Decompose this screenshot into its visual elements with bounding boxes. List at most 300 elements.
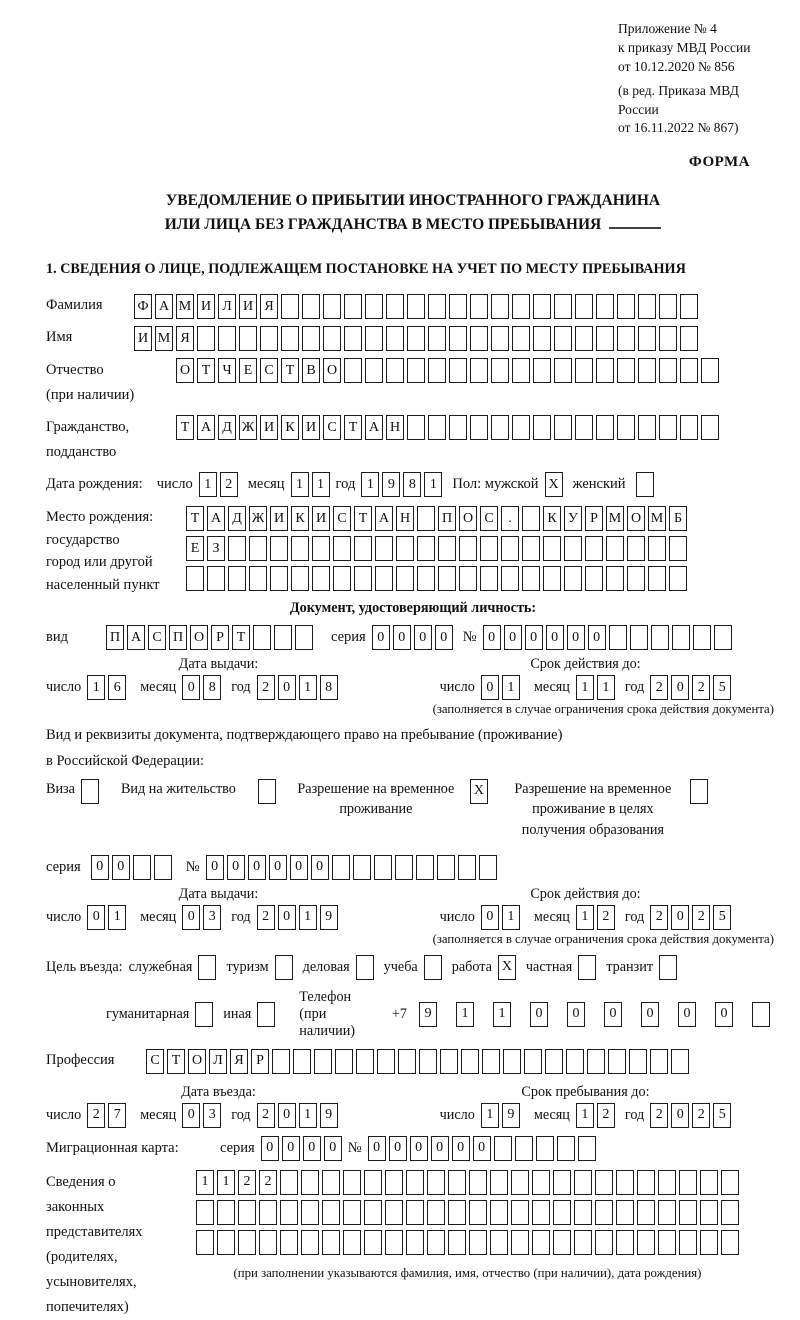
char-cell: 6 bbox=[108, 675, 126, 700]
char-cell bbox=[197, 326, 215, 351]
reps-label-line2: законных bbox=[46, 1198, 105, 1215]
char-cell bbox=[679, 1170, 697, 1195]
char-cell bbox=[659, 358, 677, 383]
birth-day-cells bbox=[199, 472, 238, 497]
char-cell bbox=[671, 1049, 689, 1074]
profession-cells bbox=[146, 1049, 689, 1074]
char-cell bbox=[596, 358, 614, 383]
char-cell bbox=[253, 625, 271, 650]
char-cell bbox=[638, 326, 656, 351]
char-cell: 2 bbox=[257, 905, 275, 930]
char-cell bbox=[470, 326, 488, 351]
char-cell: 0 bbox=[261, 1136, 279, 1161]
char-cell: 2 bbox=[238, 1170, 256, 1195]
char-cell bbox=[638, 294, 656, 319]
section1-heading: 1. СВЕДЕНИЯ О ЛИЦЕ, ПОДЛЕЖАЩЕМ ПОСТАНОВКЕ НА УЧЕТ ПО МЕСТУ ПРЕБЫВАНИЯ bbox=[46, 261, 686, 278]
char-cell bbox=[386, 326, 404, 351]
char-cell: 9 bbox=[320, 1103, 338, 1128]
birthplace-cells-row1 bbox=[186, 506, 687, 531]
birthplace-label-line4: населенный пункт bbox=[46, 576, 160, 593]
char-cell: Н bbox=[396, 506, 414, 531]
char-cell: 0 bbox=[671, 905, 689, 930]
char-cell: Т bbox=[232, 625, 250, 650]
char-cell: 0 bbox=[182, 675, 200, 700]
char-cell: Е bbox=[186, 536, 204, 561]
char-cell bbox=[659, 326, 677, 351]
res-issue-line bbox=[46, 905, 391, 930]
char-cell bbox=[669, 536, 687, 561]
appendix-line: Приложение № 4 bbox=[618, 21, 717, 36]
birthplace-cells-block bbox=[186, 506, 687, 591]
res-issue-month-label: месяц bbox=[140, 908, 177, 925]
char-cell bbox=[637, 1200, 655, 1225]
firstname-label: Имя bbox=[46, 329, 73, 346]
char-cell bbox=[427, 1230, 445, 1255]
char-cell bbox=[272, 1049, 290, 1074]
title-blank-underline bbox=[609, 213, 661, 229]
birthplace-label-line3: город или другой bbox=[46, 554, 153, 571]
entry-date-col bbox=[46, 1084, 391, 1128]
char-cell bbox=[669, 566, 687, 591]
char-cell bbox=[522, 536, 540, 561]
res-issue-day-cells bbox=[87, 905, 126, 930]
char-cell bbox=[416, 855, 434, 880]
stay-day-cells bbox=[481, 1103, 520, 1128]
char-cell bbox=[440, 1049, 458, 1074]
char-cell bbox=[217, 1200, 235, 1225]
purpose-official-label: служебная bbox=[128, 958, 193, 975]
migcard-number-label: № bbox=[347, 1139, 362, 1156]
res-number-label: № bbox=[185, 858, 200, 875]
char-cell bbox=[543, 536, 561, 561]
birthplace-row bbox=[46, 506, 780, 596]
char-cell bbox=[648, 566, 666, 591]
char-cell bbox=[448, 1200, 466, 1225]
representatives-note: (при заполнении указываются фамилия, имя, отчество (при наличии), дата рождения) bbox=[233, 1265, 702, 1280]
char-cell bbox=[343, 1170, 361, 1195]
char-cell bbox=[543, 566, 561, 591]
reps-label-line5: усыновителях, bbox=[46, 1273, 137, 1290]
char-cell bbox=[490, 1230, 508, 1255]
char-cell bbox=[228, 536, 246, 561]
char-cell bbox=[417, 536, 435, 561]
char-cell bbox=[617, 415, 635, 440]
residence-permit-checkbox bbox=[258, 779, 276, 804]
res-series-cells bbox=[91, 855, 172, 880]
char-cell bbox=[364, 1230, 382, 1255]
char-cell: П bbox=[169, 625, 187, 650]
char-cell: 0 bbox=[525, 625, 543, 650]
char-cell: 0 bbox=[182, 1103, 200, 1128]
char-cell bbox=[427, 1170, 445, 1195]
char-cell: 2 bbox=[257, 1103, 275, 1128]
char-cell bbox=[627, 566, 645, 591]
char-cell: 3 bbox=[203, 1103, 221, 1128]
char-cell: Т bbox=[354, 506, 372, 531]
char-cell bbox=[270, 566, 288, 591]
char-cell: 0 bbox=[504, 625, 522, 650]
char-cell bbox=[491, 358, 509, 383]
forma-label: ФОРМА bbox=[688, 154, 750, 171]
doc-expiry-year-cells bbox=[650, 675, 731, 700]
char-cell: 0 bbox=[604, 1002, 622, 1027]
char-cell: 1 bbox=[87, 675, 105, 700]
char-cell bbox=[585, 536, 603, 561]
char-cell bbox=[701, 358, 719, 383]
char-cell bbox=[295, 625, 313, 650]
char-cell bbox=[417, 566, 435, 591]
char-cell bbox=[533, 294, 551, 319]
char-cell bbox=[701, 415, 719, 440]
char-cell bbox=[491, 326, 509, 351]
entry-purpose-row bbox=[46, 955, 780, 980]
surname-row bbox=[46, 294, 780, 319]
birthplace-label-line2: государство bbox=[46, 531, 120, 548]
char-cell: Р bbox=[211, 625, 229, 650]
entry-date-line bbox=[46, 1103, 391, 1128]
char-cell: 0 bbox=[269, 855, 287, 880]
birth-month-label: месяц bbox=[247, 476, 285, 493]
char-cell: Н bbox=[386, 415, 404, 440]
char-cell bbox=[651, 625, 669, 650]
char-cell: 5 bbox=[713, 905, 731, 930]
char-cell bbox=[428, 415, 446, 440]
res-expiry-year-cells bbox=[650, 905, 731, 930]
char-cell: 0 bbox=[311, 855, 329, 880]
char-cell bbox=[616, 1170, 634, 1195]
char-cell: Л bbox=[209, 1049, 227, 1074]
purpose-work-label: работа bbox=[451, 958, 492, 975]
char-cell bbox=[491, 415, 509, 440]
purpose-study-checkbox bbox=[424, 955, 442, 980]
char-cell bbox=[395, 855, 413, 880]
citizenship-row bbox=[46, 415, 780, 465]
char-cell bbox=[700, 1200, 718, 1225]
char-cell bbox=[333, 536, 351, 561]
purpose-business-checkbox bbox=[356, 955, 374, 980]
doc-issue-year-label: год bbox=[231, 679, 251, 696]
res-number-cells bbox=[206, 855, 497, 880]
char-cell bbox=[480, 536, 498, 561]
char-cell bbox=[196, 1200, 214, 1225]
char-cell bbox=[490, 1170, 508, 1195]
citizenship-label-line2: подданство bbox=[46, 444, 117, 461]
doc-expiry-line bbox=[391, 675, 780, 700]
char-cell bbox=[637, 1230, 655, 1255]
char-cell: 2 bbox=[692, 905, 710, 930]
char-cell: И bbox=[239, 294, 257, 319]
doc-expiry-note: (заполняется в случае ограничения срока действия документа) bbox=[432, 702, 774, 717]
char-cell: У bbox=[564, 506, 582, 531]
doc-number-cells bbox=[483, 625, 732, 650]
char-cell bbox=[427, 1200, 445, 1225]
char-cell bbox=[385, 1230, 403, 1255]
char-cell: М bbox=[155, 326, 173, 351]
char-cell bbox=[693, 625, 711, 650]
char-cell: Д bbox=[228, 506, 246, 531]
char-cell: О bbox=[188, 1049, 206, 1074]
patronymic-label-line2: (при наличии) bbox=[46, 387, 135, 404]
char-cell bbox=[564, 566, 582, 591]
char-cell: В bbox=[302, 358, 320, 383]
char-cell: 1 bbox=[299, 1103, 317, 1128]
res-expiry-day-cells bbox=[481, 905, 520, 930]
char-cell bbox=[575, 326, 593, 351]
entry-year-label: год bbox=[231, 1106, 251, 1123]
char-cell bbox=[301, 1200, 319, 1225]
char-cell bbox=[323, 326, 341, 351]
doc-expiry-day-label: число bbox=[439, 679, 475, 696]
phone-prefix: +7 bbox=[391, 1005, 407, 1022]
purpose-business-label: деловая bbox=[302, 958, 350, 975]
char-cell bbox=[333, 566, 351, 591]
char-cell bbox=[448, 1170, 466, 1195]
reps-label-line1: Сведения о bbox=[46, 1173, 116, 1190]
char-cell: Д bbox=[218, 415, 236, 440]
char-cell bbox=[398, 1049, 416, 1074]
char-cell: 0 bbox=[588, 625, 606, 650]
char-cell: М bbox=[176, 294, 194, 319]
purpose-tourism-label: туризм bbox=[226, 958, 269, 975]
char-cell bbox=[281, 294, 299, 319]
char-cell: Е bbox=[239, 358, 257, 383]
char-cell bbox=[228, 566, 246, 591]
char-cell bbox=[344, 358, 362, 383]
res-series-label: серия bbox=[46, 858, 81, 875]
char-cell: 0 bbox=[278, 675, 296, 700]
char-cell: 0 bbox=[481, 905, 499, 930]
citizenship-label-line1: Гражданство, bbox=[46, 419, 130, 436]
char-cell: 1 bbox=[299, 675, 317, 700]
form-title bbox=[46, 189, 780, 237]
edition-date-line: от 16.11.2022 № 867) bbox=[618, 120, 739, 136]
char-cell bbox=[532, 1170, 550, 1195]
form-title-line1: УВЕДОМЛЕНИЕ О ПРИБЫТИИ ИНОСТРАННОГО ГРАЖДАНИНА bbox=[165, 192, 661, 210]
char-cell bbox=[332, 855, 350, 880]
patronymic-row bbox=[46, 358, 780, 408]
char-cell: Ж bbox=[239, 415, 257, 440]
char-cell bbox=[672, 625, 690, 650]
char-cell: Б bbox=[669, 506, 687, 531]
char-cell bbox=[524, 1049, 542, 1074]
char-cell bbox=[470, 294, 488, 319]
char-cell: Т bbox=[281, 358, 299, 383]
phone-cells bbox=[413, 1002, 780, 1027]
migration-card-row bbox=[46, 1136, 780, 1161]
char-cell bbox=[629, 1049, 647, 1074]
form-title-line2-text: ИЛИ ЛИЦА БЕЗ ГРАЖДАНСТВА В МЕСТО ПРЕБЫВАНИЯ bbox=[164, 216, 602, 234]
char-cell: О bbox=[323, 358, 341, 383]
char-cell: 3 bbox=[203, 905, 221, 930]
char-cell: 1 bbox=[199, 472, 217, 497]
char-cell: С bbox=[323, 415, 341, 440]
edition-line: (в ред. Приказа МВД России bbox=[618, 82, 739, 117]
char-cell bbox=[503, 1049, 521, 1074]
visa-label: Виза bbox=[46, 780, 75, 797]
char-cell bbox=[343, 1200, 361, 1225]
char-cell: 2 bbox=[692, 1103, 710, 1128]
char-cell bbox=[650, 1049, 668, 1074]
identity-doc-row bbox=[46, 625, 780, 650]
doc-expiry-year-label: год bbox=[624, 679, 645, 696]
char-cell bbox=[365, 358, 383, 383]
char-cell bbox=[512, 326, 530, 351]
char-cell bbox=[438, 536, 456, 561]
char-cell bbox=[700, 1170, 718, 1195]
char-cell bbox=[511, 1200, 529, 1225]
char-cell bbox=[566, 1049, 584, 1074]
identity-doc-heading: Документ, удостоверяющий личность: bbox=[289, 600, 537, 617]
char-cell: . bbox=[501, 506, 519, 531]
purpose-private-checkbox bbox=[578, 955, 596, 980]
stay-year-label: год bbox=[624, 1106, 645, 1123]
char-cell bbox=[501, 536, 519, 561]
char-cell bbox=[291, 536, 309, 561]
char-cell bbox=[595, 1200, 613, 1225]
reps-cells-row1 bbox=[196, 1170, 739, 1195]
char-cell: М bbox=[648, 506, 666, 531]
char-cell bbox=[554, 294, 572, 319]
doc-issue-day-label: число bbox=[46, 679, 82, 696]
char-cell: 1 bbox=[481, 1103, 499, 1128]
char-cell: 9 bbox=[502, 1103, 520, 1128]
char-cell bbox=[301, 1170, 319, 1195]
char-cell: 0 bbox=[715, 1002, 733, 1027]
char-cell bbox=[449, 415, 467, 440]
char-cell bbox=[680, 358, 698, 383]
char-cell: Я bbox=[230, 1049, 248, 1074]
char-cell bbox=[322, 1230, 340, 1255]
char-cell: 2 bbox=[597, 1103, 615, 1128]
char-cell: 0 bbox=[112, 855, 130, 880]
res-expiry-day-label: число bbox=[439, 908, 475, 925]
char-cell bbox=[449, 294, 467, 319]
char-cell: 2 bbox=[220, 472, 238, 497]
entry-purpose-row2 bbox=[106, 989, 780, 1040]
purpose-humanitarian-checkbox bbox=[195, 1002, 213, 1027]
temp-residence-edu-checkbox bbox=[690, 779, 708, 804]
char-cell: 1 bbox=[597, 675, 615, 700]
stay-until-col bbox=[391, 1084, 780, 1128]
char-cell bbox=[354, 536, 372, 561]
doc-issue-month-label: месяц bbox=[140, 679, 177, 696]
entry-dates-row bbox=[46, 1084, 780, 1128]
char-cell bbox=[617, 358, 635, 383]
char-cell bbox=[587, 1049, 605, 1074]
purpose-transit-checkbox bbox=[659, 955, 677, 980]
char-cell: 0 bbox=[671, 1103, 689, 1128]
res-expiry-month-cells bbox=[576, 905, 615, 930]
char-cell bbox=[280, 1230, 298, 1255]
char-cell bbox=[596, 294, 614, 319]
char-cell bbox=[407, 326, 425, 351]
char-cell bbox=[406, 1230, 424, 1255]
char-cell bbox=[461, 1049, 479, 1074]
stay-month-label: месяц bbox=[533, 1106, 570, 1123]
char-cell: 1 bbox=[196, 1170, 214, 1195]
char-cell bbox=[752, 1002, 770, 1027]
representatives-row bbox=[46, 1170, 780, 1320]
patronymic-cells bbox=[176, 358, 719, 383]
char-cell bbox=[596, 326, 614, 351]
char-cell: А bbox=[155, 294, 173, 319]
char-cell: Ф bbox=[134, 294, 152, 319]
char-cell: А bbox=[375, 506, 393, 531]
char-cell: 1 bbox=[576, 1103, 594, 1128]
char-cell bbox=[302, 326, 320, 351]
birthplace-cells-row3 bbox=[186, 566, 687, 591]
char-cell: 0 bbox=[452, 1136, 470, 1161]
char-cell: 0 bbox=[248, 855, 266, 880]
char-cell: Л bbox=[218, 294, 236, 319]
birthplace-label-line1: Место рождения: bbox=[46, 509, 154, 526]
profession-label: Профессия bbox=[46, 1051, 115, 1068]
char-cell bbox=[512, 358, 530, 383]
char-cell bbox=[469, 1170, 487, 1195]
char-cell bbox=[238, 1230, 256, 1255]
char-cell: Я bbox=[176, 326, 194, 351]
char-cell: С bbox=[480, 506, 498, 531]
char-cell bbox=[386, 358, 404, 383]
char-cell: Т bbox=[167, 1049, 185, 1074]
char-cell bbox=[533, 358, 551, 383]
char-cell bbox=[470, 358, 488, 383]
char-cell: А bbox=[197, 415, 215, 440]
char-cell bbox=[249, 536, 267, 561]
char-cell bbox=[532, 1230, 550, 1255]
char-cell bbox=[407, 415, 425, 440]
char-cell: 2 bbox=[597, 905, 615, 930]
char-cell bbox=[617, 326, 635, 351]
char-cell: И bbox=[302, 415, 320, 440]
char-cell bbox=[638, 415, 656, 440]
char-cell bbox=[557, 1136, 575, 1161]
stay-month-cells bbox=[576, 1103, 615, 1128]
purpose-official-checkbox bbox=[198, 955, 216, 980]
char-cell bbox=[595, 1230, 613, 1255]
char-cell bbox=[578, 1136, 596, 1161]
char-cell bbox=[428, 294, 446, 319]
doc-type-cells bbox=[106, 625, 313, 650]
phone-label: Телефон (при наличии) bbox=[299, 988, 356, 1039]
res-expiry-line bbox=[391, 905, 780, 930]
res-issue-year-label: год bbox=[231, 908, 251, 925]
char-cell: Р bbox=[585, 506, 603, 531]
char-cell bbox=[274, 625, 292, 650]
char-cell: 0 bbox=[483, 625, 501, 650]
entry-year-cells bbox=[257, 1103, 338, 1128]
stay-until-heading: Срок пребывания до: bbox=[521, 1083, 650, 1100]
entry-month-cells bbox=[182, 1103, 221, 1128]
char-cell: 0 bbox=[678, 1002, 696, 1027]
purpose-private-label: частная bbox=[525, 958, 573, 975]
char-cell bbox=[291, 566, 309, 591]
citizenship-cells bbox=[176, 415, 719, 440]
purpose-other-checkbox bbox=[257, 1002, 275, 1027]
res-issue-heading: Дата выдачи: bbox=[178, 885, 259, 902]
char-cell bbox=[218, 326, 236, 351]
char-cell: 0 bbox=[87, 905, 105, 930]
char-cell bbox=[407, 294, 425, 319]
char-cell: М bbox=[606, 506, 624, 531]
document-requisites bbox=[618, 20, 780, 138]
temp-residence-label: Разрешение на временное проживание bbox=[297, 780, 455, 818]
firstname-cells bbox=[134, 326, 698, 351]
char-cell: 0 bbox=[671, 675, 689, 700]
char-cell bbox=[616, 1230, 634, 1255]
char-cell bbox=[511, 1170, 529, 1195]
char-cell bbox=[575, 415, 593, 440]
